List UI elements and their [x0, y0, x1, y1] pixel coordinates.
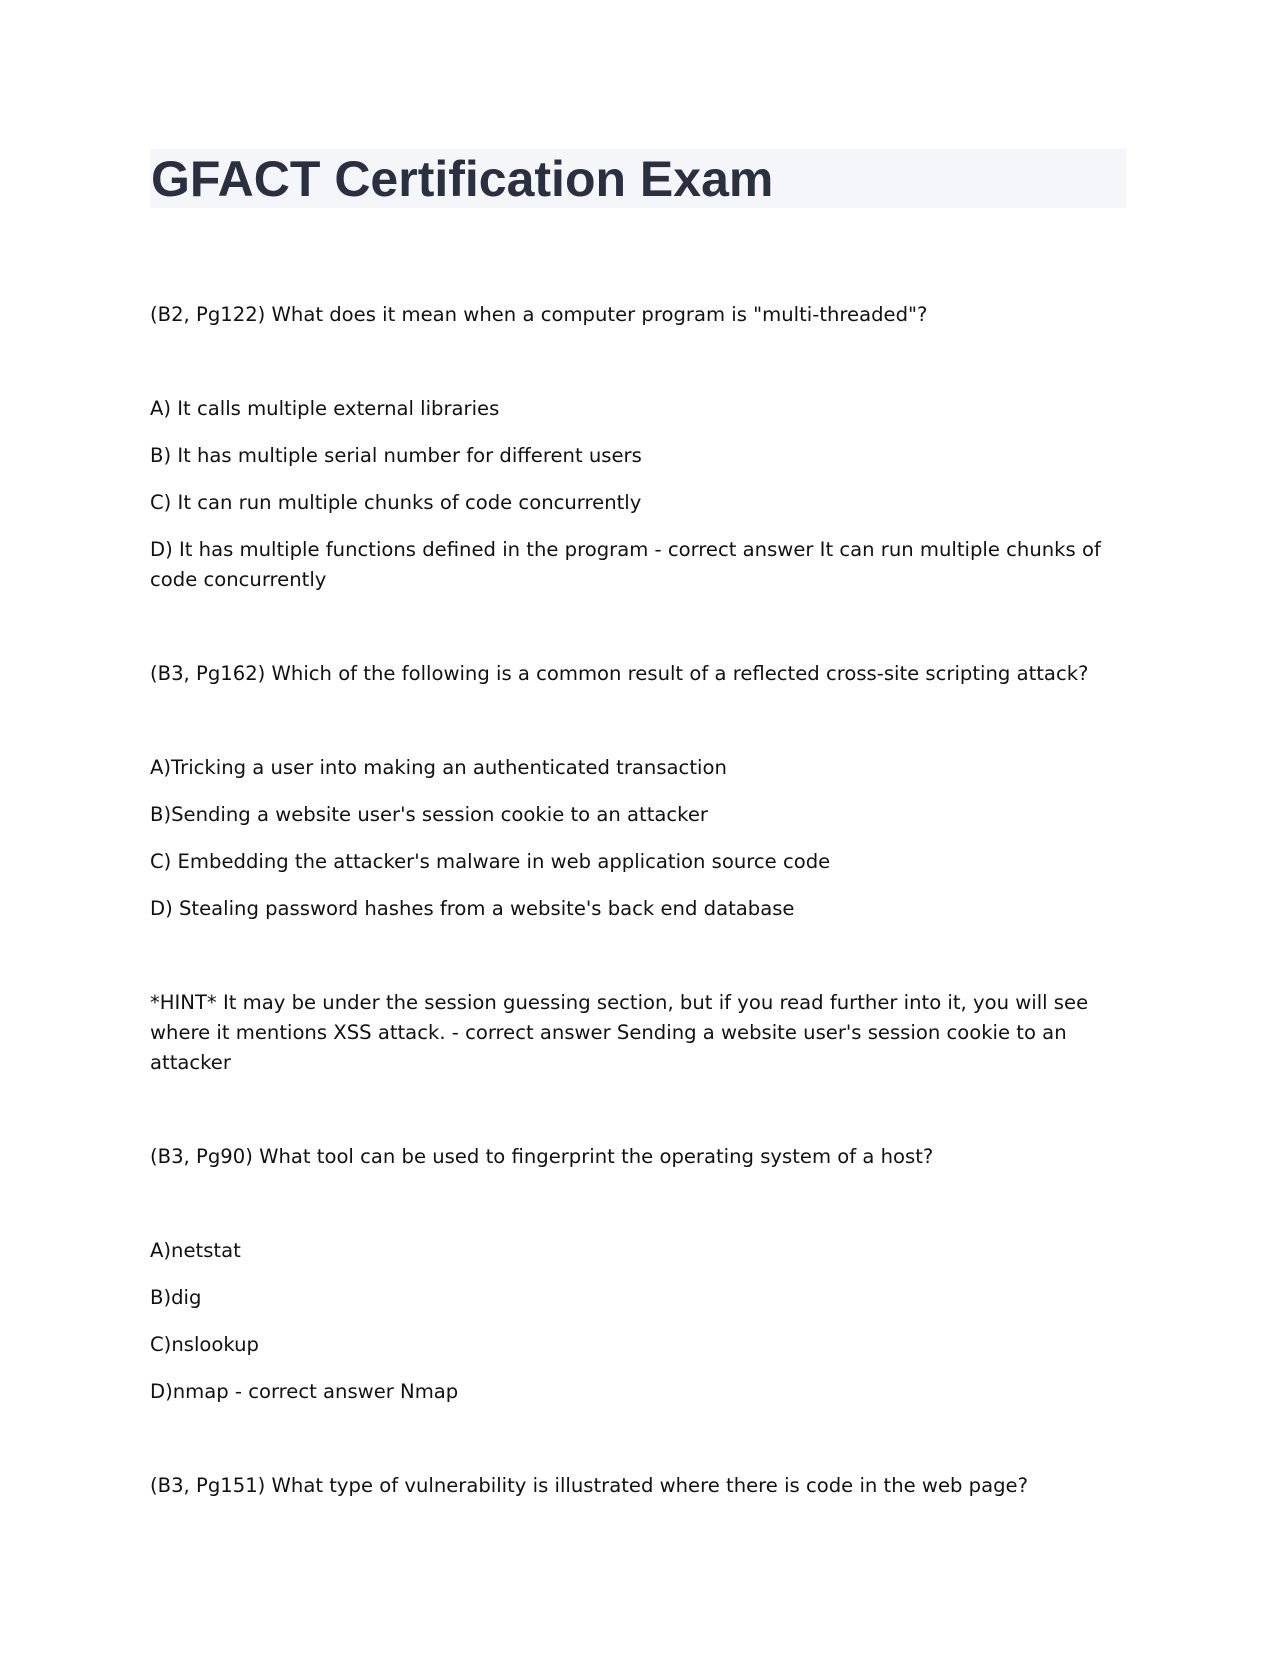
question-1: (B2, Pg122) What does it mean when a computer program is "multi-threaded"? [150, 303, 928, 326]
question-3: (B3, Pg90) What tool can be used to fingerprint the operating system of a host? [150, 1145, 934, 1168]
question-2-option-b: B)Sending a website user's session cookie to an attacker [150, 803, 708, 826]
question-1-option-a: A) It calls multiple external libraries [150, 397, 500, 420]
document-title: GFACT Certification Exam [151, 151, 774, 207]
question-3-option-b: B)dig [150, 1286, 202, 1309]
question-1-option-d: D) It has multiple functions defined in the program - correct answer It can run multiple chunks of code concurrently [150, 538, 1101, 591]
question-3-option-c: C)nslookup [150, 1333, 259, 1356]
question-3-option-d: D)nmap - correct answer Nmap [150, 1380, 459, 1403]
question-2: (B3, Pg162) Which of the following is a common result of a reflected cross-site scripting attack? [150, 662, 1089, 685]
question-1-option-c: C) It can run multiple chunks of code concurrently [150, 491, 642, 514]
question-2-option-c: C) Embedding the attacker's malware in web application source code [150, 850, 831, 873]
question-2-option-d: D) Stealing password hashes from a website's back end database [150, 897, 795, 920]
question-1-option-b: B) It has multiple serial number for different users [150, 444, 642, 467]
document-body [150, 300, 1130, 1501]
question-2-hint: *HINT* It may be under the session guessing section, but if you read further into it, you will see where it mentions XSS attack. - correct answer Sending a website user's session cookie to an attacker [150, 991, 1089, 1074]
question-3-option-a: A)netstat [150, 1239, 241, 1262]
question-2-option-a: A)Tricking a user into making an authenticated transaction [150, 756, 727, 779]
question-4: (B3, Pg151) What type of vulnerability is illustrated where there is code in the web page? [150, 1474, 1028, 1497]
